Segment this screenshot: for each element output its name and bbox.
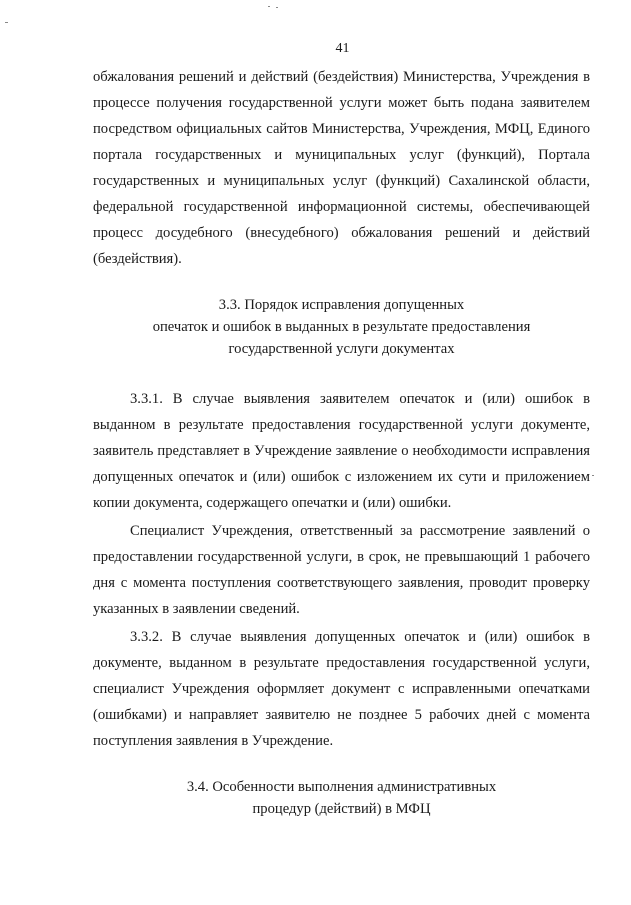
- heading-line: государственной услуги документах: [228, 341, 455, 357]
- heading-line: опечаток и ошибок в выданных в результате предоставления: [152, 319, 531, 335]
- scan-speck: [268, 6, 270, 7]
- spacer: [93, 754, 590, 776]
- scan-speck: [276, 7, 278, 8]
- paragraph-specialist: Специалист Учреждения, ответственный за рассмотрение заявлений о предоставлении государственной услуги, в срок, не превышающий 1 рабочего дня с момента поступления соответствующего заявления, проводит проверку указанных в заявлении сведений.: [93, 523, 590, 617]
- paragraph-3-3-2: 3.3.2. В случае выявления допущенных опечаток и (или) ошибок в документе, выданном в результате предоставления государственной услуги, специалист Учреждения оформляет документ с исправленными опечатками (ошибками) и направляет заявителю не позднее 5 рабочих дней с момента поступления заявления в Учреждение.: [93, 629, 590, 749]
- section-heading-3-3: [93, 294, 590, 360]
- paragraph-continuation: обжалования решений и действий (бездействия) Министерства, Учреждения в процессе получения государственной услуги может быть подана заявителем посредством официальных сайтов Министерства, Учреждения, МФЦ, Единого портала государственных и муниципальных услуг (функций), Портала государственных и муниципальных услуг (функций) Сахалинской области, федеральной государственной информационной системы, обеспечивающей процесс досудебного (внесудебного) обжалования решений и действий (бездействия).: [93, 69, 590, 267]
- spacer: [93, 360, 590, 386]
- page-number: 41: [335, 41, 350, 56]
- document-body: [93, 64, 590, 820]
- heading-line: 3.3. Порядок исправления допущенных: [218, 297, 465, 313]
- section-heading-3-4: [93, 776, 590, 820]
- heading-line: 3.4. Особенности выполнения административных: [186, 779, 497, 795]
- paragraph-3-3-1: 3.3.1. В случае выявления заявителем опечаток и (или) ошибок в выданном в результате предоставления государственной услуги документе, заявитель представляет в Учреждение заявление о необходимости исправления допущенных опечаток и (или) ошибок с изложением их сути и приложением копии документа, содержащего опечатки и (или) ошибки.: [93, 391, 590, 511]
- scan-speck: [5, 22, 8, 23]
- scan-speck: [592, 475, 594, 476]
- spacer: [93, 272, 590, 294]
- heading-line: процедур (действий) в МФЦ: [252, 801, 431, 817]
